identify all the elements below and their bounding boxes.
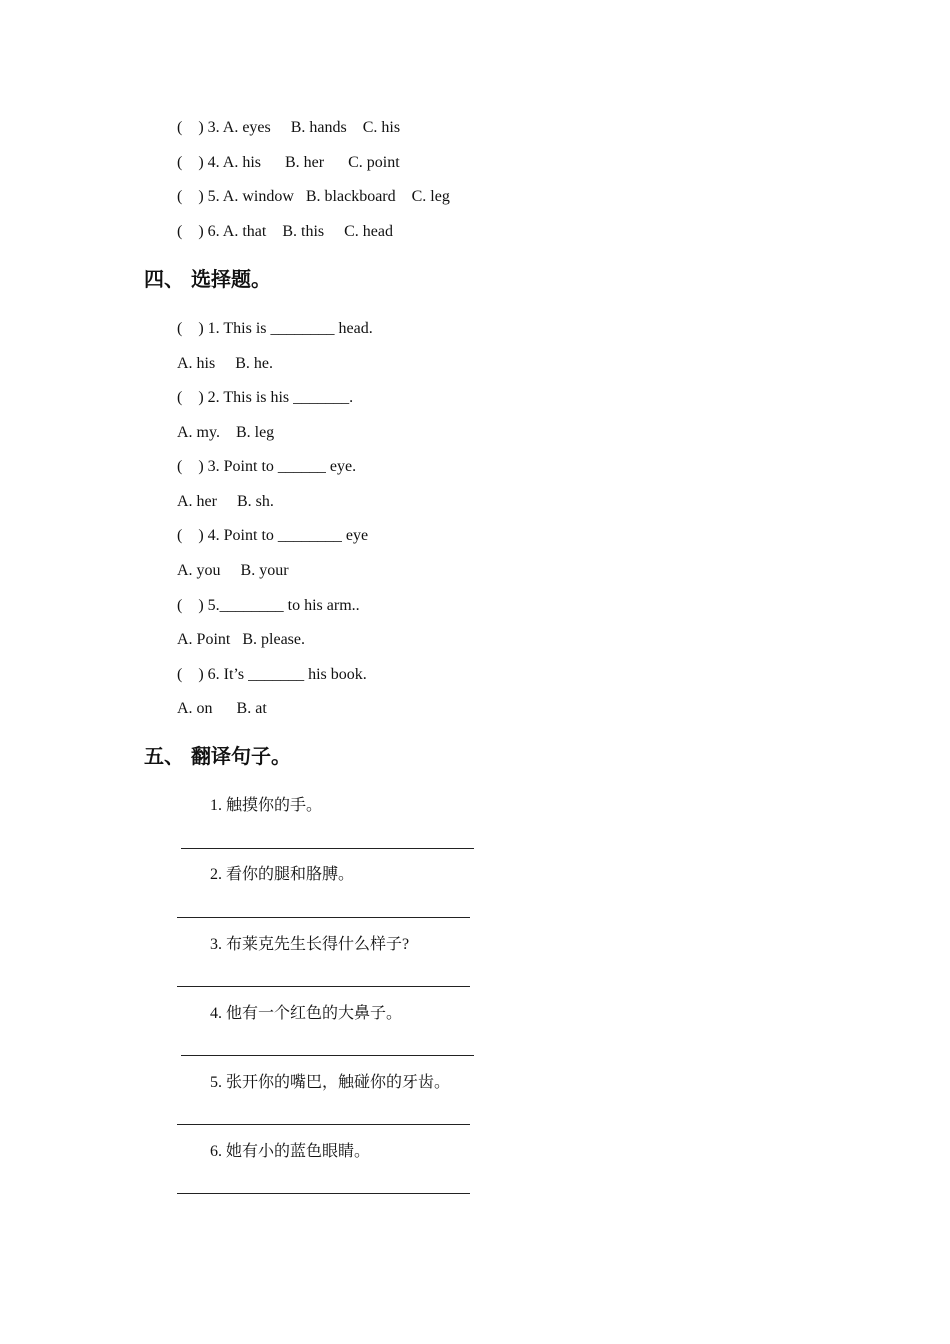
answer-line-5[interactable] <box>177 1124 470 1125</box>
translate-item-3: 3. 布莱克先生长得什么样子? <box>210 936 410 953</box>
translate-item-5: 5. 张开你的嘴巴，触碰你的牙齿。 <box>210 1074 451 1091</box>
section4-options-5: A. Point B. please. <box>177 631 305 648</box>
translate-item-4: 4. 他有一个红色的大鼻子。 <box>210 1005 403 1022</box>
section3-item-3: ( ) 3. A. eyes B. hands C. his <box>177 119 401 136</box>
section4-question-2: ( ) 2. This is his _______. <box>177 389 354 406</box>
section4-options-4: A. you B. your <box>177 562 289 579</box>
section4-question-6: ( ) 6. It’s _______ his book. <box>177 666 367 683</box>
answer-line-3[interactable] <box>177 986 470 987</box>
section4-options-1: A. his B. he. <box>177 355 273 372</box>
section5-title: 五、 翻译句子。 <box>144 744 291 768</box>
section4-question-5: ( ) 5.________ to his arm.. <box>177 597 360 614</box>
section4-options-6: A. on B. at <box>177 700 267 717</box>
answer-line-4[interactable] <box>181 1055 474 1056</box>
translate-item-2: 2. 看你的腿和胳膊。 <box>210 866 355 883</box>
answer-line-6[interactable] <box>177 1193 470 1194</box>
section4-title: 四、 选择题。 <box>144 267 271 291</box>
answer-line-1[interactable] <box>181 848 474 849</box>
section4-question-4: ( ) 4. Point to ________ eye <box>177 527 369 544</box>
section4-question-3: ( ) 3. Point to ______ eye. <box>177 458 357 475</box>
section4-options-3: A. her B. sh. <box>177 493 274 510</box>
section3-item-6: ( ) 6. A. that B. this C. head <box>177 223 393 240</box>
section4-options-2: A. my. B. leg <box>177 424 275 441</box>
translate-item-6: 6. 她有小的蓝色眼睛。 <box>210 1143 371 1160</box>
answer-line-2[interactable] <box>177 917 470 918</box>
section3-item-5: ( ) 5. A. window B. blackboard C. leg <box>177 188 450 205</box>
section4-question-1: ( ) 1. This is ________ head. <box>177 320 373 337</box>
section3-item-4: ( ) 4. A. his B. her C. point <box>177 154 400 171</box>
translate-item-1: 1. 触摸你的手。 <box>210 797 323 814</box>
